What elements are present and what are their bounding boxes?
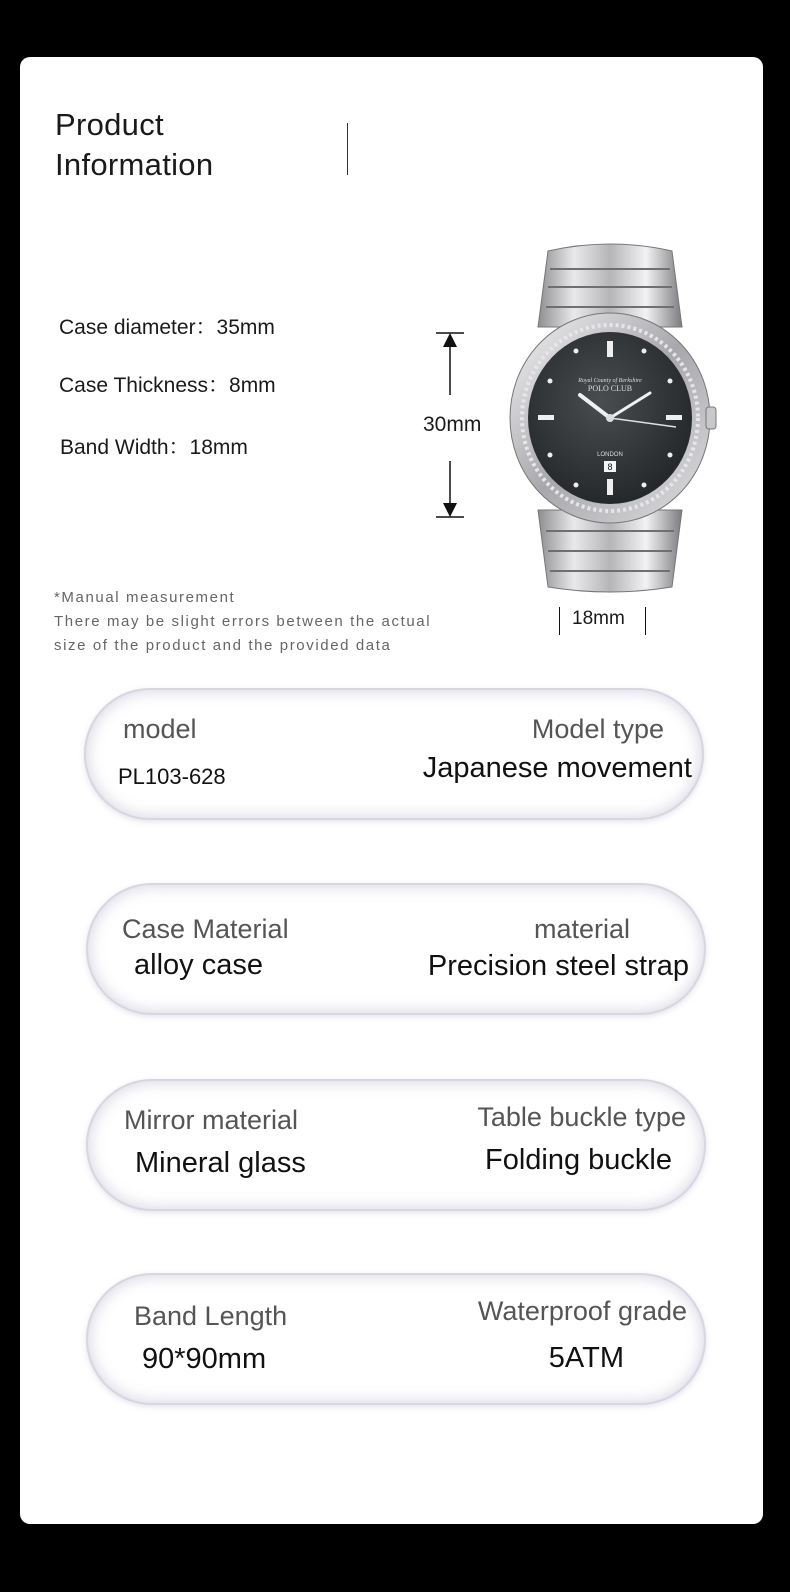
pill-right-value: Precision steel strap [427,950,689,982]
spec-pill-band [86,1273,706,1405]
spec-pill-mirror [86,1079,706,1211]
width-dimension-left-tick [559,607,560,635]
pill-right-value: 5ATM [548,1342,624,1374]
watch-city: LONDON [597,452,623,458]
note-line2: There may be slight errors between the actual [54,613,432,630]
watch-image [490,235,730,600]
pill-left-value: PL103-628 [118,764,226,789]
product-info-card [20,57,763,1524]
spec-band-width: Band Width：18mm [60,436,248,459]
pill-right-label: Model type [531,714,664,744]
width-dimension-label: 18mm [572,608,625,629]
watch-date: 8 [607,462,613,472]
pill-right-value: Japanese movement [422,752,692,784]
pill-left-value: Mineral glass [135,1147,306,1179]
pill-left-value: alloy case [134,949,263,981]
spec-case-diameter: Case diameter：35mm [59,316,275,339]
note-line1: *Manual measurement [54,589,236,606]
pill-right-label: material [533,914,630,944]
watch-brand: POLO CLUB [587,384,633,393]
spec-pill-model [84,688,704,820]
pill-right-label: Table buckle type [477,1102,686,1132]
page-title-line1: Product [55,107,164,142]
watch-brand-script: Royal County of Berkshire [578,378,642,384]
page-title-line2: Information [55,147,214,182]
note-line3: size of the product and the provided data [54,637,392,654]
pill-left-label: model [123,714,197,744]
pill-right-label: Waterproof grade [477,1296,687,1326]
spec-pill-material [86,883,706,1015]
width-dimension-right-tick [645,607,646,635]
spec-case-thickness: Case Thickness：8mm [59,374,276,397]
pill-left-label: Case Material [122,914,289,944]
pill-left-value: 90*90mm [142,1343,267,1375]
pill-left-label: Mirror material [124,1105,299,1135]
pill-left-label: Band Length [134,1301,288,1331]
title-divider [347,123,348,175]
height-dimension-label: 30mm [423,413,482,436]
pill-right-value: Folding buckle [485,1144,672,1176]
